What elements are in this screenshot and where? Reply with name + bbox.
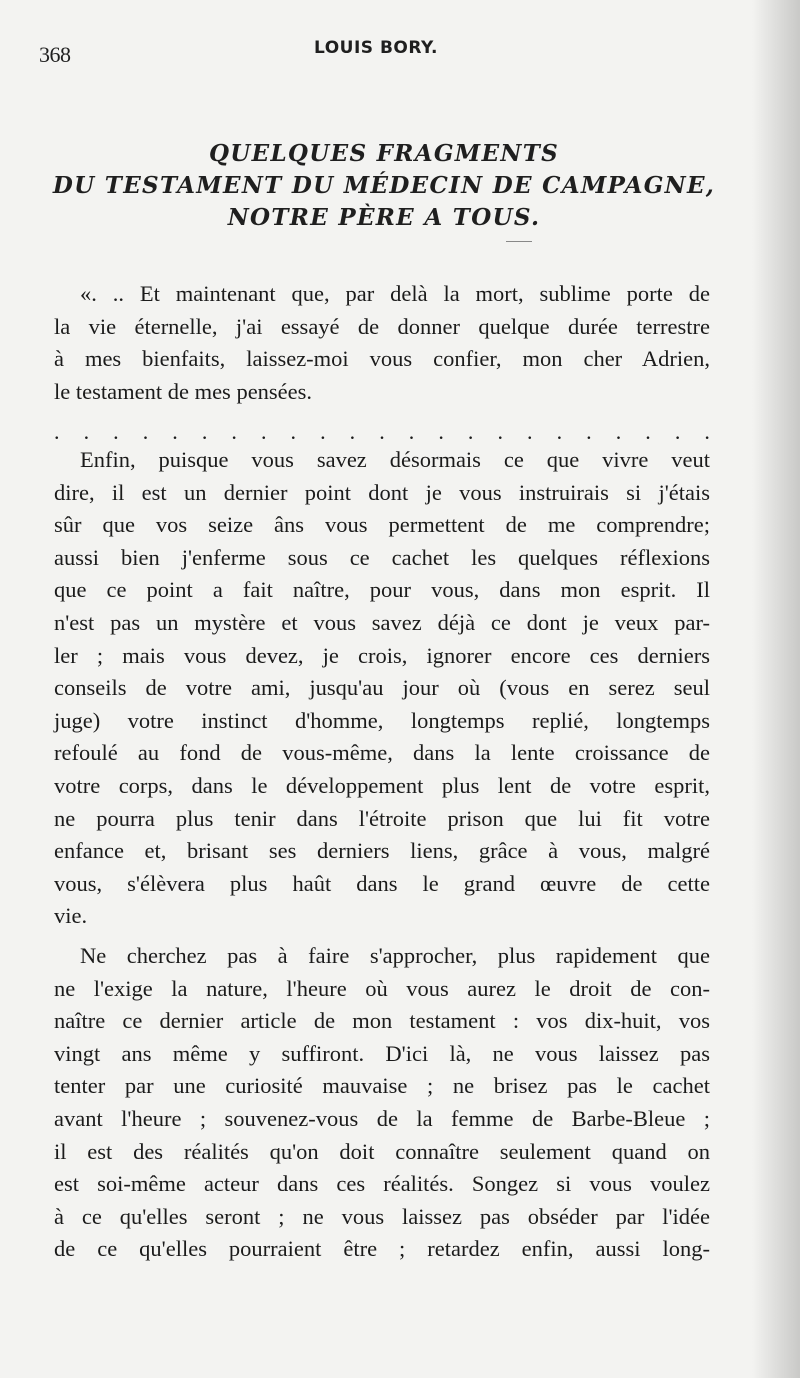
text-line: dire, il est un dernier point dont je vous instruirais si j'étais	[54, 479, 710, 505]
page-gutter-shadow	[752, 0, 800, 1378]
text-line: ler ; mais vous devez, je crois, ignorer encore ces derniers	[54, 642, 710, 668]
text-line: vous, s'élèvera plus haût dans le grand œuvre de cette	[54, 870, 710, 896]
page-number: 368	[39, 42, 71, 67]
text-line: vie.	[54, 903, 88, 929]
text-line: enfance et, brisant ses derniers liens, grâce à vous, malgré	[54, 838, 710, 864]
ellipsis-row	[54, 420, 710, 444]
ellipsis-dot: .	[527, 419, 533, 444]
ellipsis-dot: .	[201, 419, 208, 444]
text-line: sûr que vos seize âns vous permettent de me comprendre;	[54, 512, 710, 538]
text-line: tenter par une curiosité mauvaise ; ne brisez pas le cachet	[54, 1073, 710, 1099]
text-line: aussi bien j'enferme sous ce cachet les quelques réflexions	[54, 544, 710, 570]
ellipsis-dot: .	[556, 419, 563, 444]
text-line: conseils de votre ami, jusqu'au jour où (vous en serez seul	[54, 675, 710, 701]
ellipsis-dot: .	[467, 419, 474, 444]
text-line: votre corps, dans le développement plus lent de votre esprit,	[54, 772, 710, 798]
text-line: à mes bienfaits, laissez-moi vous confier, mon cher Adrien,	[54, 346, 710, 372]
ellipsis-dot: .	[290, 419, 296, 444]
paragraph-1	[54, 278, 710, 408]
paragraph-3	[54, 940, 710, 1266]
page-header	[0, 38, 800, 68]
ellipsis-dot: .	[231, 419, 237, 444]
text-line: est soi-même acteur dans ces réalités. Songez si vous voulez	[54, 1171, 710, 1197]
ellipsis-dot: .	[113, 419, 119, 444]
text-line: il est des réalités qu'on doit connaître seulement quand on	[54, 1138, 710, 1164]
title-rule	[506, 241, 532, 242]
ellipsis-dot: .	[586, 419, 592, 444]
section-title-line: QUELQUES FRAGMENTS	[208, 140, 560, 167]
ellipsis-dot: .	[349, 419, 356, 444]
text-line: la vie éternelle, j'ai essayé de donner quelque durée terrestre	[54, 313, 710, 339]
text-line: ne l'exige la nature, l'heure où vous aurez le droit de con-	[54, 975, 710, 1001]
section-title	[40, 138, 728, 234]
ellipsis-dot: .	[260, 419, 267, 444]
running-head: LOUIS BORY.	[314, 38, 438, 58]
text-line: n'est pas un mystère et vous savez déjà ce dont je veux par-	[54, 609, 710, 635]
ellipsis-dot: .	[172, 419, 178, 444]
ellipsis-dot: .	[615, 419, 622, 444]
ellipsis-dot: .	[408, 419, 415, 444]
text-line: «. .. Et maintenant que, par delà la mort, sublime porte de	[80, 281, 710, 306]
ellipsis-dot: .	[83, 419, 90, 444]
ellipsis-dot: .	[54, 419, 60, 444]
text-line: Ne cherchez pas à faire s'approcher, plus rapidement que	[80, 943, 710, 968]
section-title-line: DU TESTAMENT DU MÉDECIN DE CAMPAGNE,	[52, 172, 716, 199]
paragraph-2	[54, 444, 710, 933]
text-line: que ce point a fait naître, pour vous, dans mon esprit. Il	[54, 577, 710, 603]
text-line: ne pourra plus tenir dans l'étroite prison que lui fit votre	[54, 805, 710, 831]
text-line: avant l'heure ; souvenez-vous de la femme de Barbe-Bleue ;	[54, 1105, 710, 1131]
text-line: de ce qu'elles pourraient être ; retardez enfin, aussi long-	[54, 1236, 710, 1262]
ellipsis-dot: .	[497, 419, 503, 444]
text-line: naître ce dernier article de mon testament : vos dix-huit, vos	[54, 1008, 710, 1034]
ellipsis-dot: .	[438, 419, 444, 444]
ellipsis-dot: .	[674, 419, 681, 444]
text-line: à ce qu'elles seront ; ne vous laissez pas obséder par l'idée	[54, 1203, 710, 1229]
text-line: juge) votre instinct d'homme, longtemps replié, longtemps	[54, 707, 710, 733]
text-line: Enfin, puisque vous savez désormais ce que vivre veut	[80, 447, 710, 472]
section-title-line: NOTRE PÈRE A TOUS.	[227, 204, 541, 231]
ellipsis-dot: .	[142, 419, 149, 444]
text-line: le testament de mes pensées.	[54, 378, 313, 404]
ellipsis-dot: .	[379, 419, 385, 444]
ellipsis-dot: .	[320, 419, 326, 444]
text-line: vingt ans même y suffiront. D'ici là, ne vous laissez pas	[54, 1040, 710, 1066]
ellipsis-dot: .	[704, 419, 710, 444]
ellipsis-dot: .	[645, 419, 651, 444]
text-line: refoulé au fond de vous-même, dans la lente croissance de	[54, 740, 710, 766]
